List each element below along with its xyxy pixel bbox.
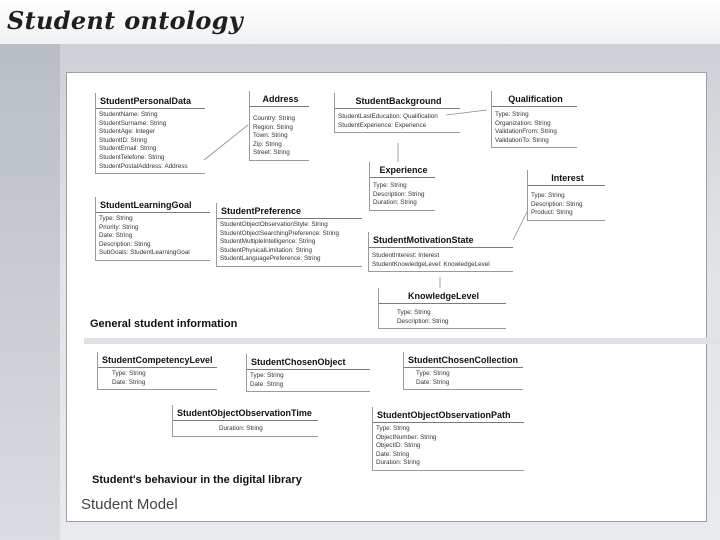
attribute: ValidationTo: String (495, 136, 549, 144)
attribute: Type: String (531, 192, 565, 199)
attribute: Type: String (397, 309, 431, 316)
class-student-object-observation-path (372, 407, 524, 471)
attribute: Description: String (99, 240, 151, 248)
attribute: Date: String (112, 378, 146, 386)
attribute: StudentPostalAddress: Address (99, 162, 188, 170)
class-qualification (491, 91, 577, 148)
class-name: Interest (528, 170, 605, 186)
model-label: Student Model (81, 496, 178, 513)
attribute: SubGoals: StudentLearningGoal (99, 249, 190, 257)
class-knowledge-level (378, 288, 506, 329)
attribute: Street: String (253, 149, 290, 157)
attribute: Organization: String (495, 119, 551, 127)
class-name: KnowledgeLevel (379, 288, 506, 304)
attribute: StudentKnowledgeLevel: KnowledgeLevel (372, 260, 490, 268)
class-student-object-observation-time (172, 405, 318, 437)
class-name: StudentLearningGoal (96, 197, 210, 213)
attribute: Type: String (373, 182, 407, 189)
attribute: Zip: String (253, 140, 282, 148)
class-name: StudentBackground (335, 93, 460, 109)
attribute: Type: String (99, 215, 133, 222)
class-name: StudentObjectObservationTime (173, 405, 318, 421)
attribute: ObjectNumber: String (376, 433, 437, 441)
attribute: Date: String (416, 378, 450, 386)
class-student-personal-data (95, 93, 205, 174)
attribute: Date: String (376, 450, 410, 458)
class-student-background (334, 93, 460, 133)
attribute: StudentTelefone: String (99, 153, 165, 161)
section-label-behaviour: Student's behaviour in the digital library (92, 474, 302, 486)
attribute: Date: String (250, 380, 284, 388)
class-name: StudentObjectObservationPath (373, 407, 524, 423)
attribute: Duration: String (373, 199, 417, 207)
section-label-general: General student information (90, 318, 238, 330)
class-student-chosen-collection (403, 352, 523, 390)
attribute: Priority: String (99, 223, 139, 231)
attribute: Type: String (376, 425, 410, 432)
class-student-preference (216, 203, 362, 267)
class-student-competency-level (97, 352, 217, 390)
class-name: StudentPreference (217, 203, 362, 219)
attribute: StudentPhysicalLimitation: String (220, 246, 313, 254)
attribute: Product: String (531, 209, 573, 217)
attribute: StudentMultipleIntelligence: String (220, 238, 316, 246)
class-name: Qualification (492, 91, 577, 107)
class-name: StudentMotivationState (369, 232, 513, 248)
attribute: Duration: String (219, 425, 263, 432)
attribute: Type: String (416, 370, 450, 377)
attribute: ObjectID: String (376, 442, 421, 450)
class-interest (527, 170, 605, 221)
attribute: Description: String (531, 200, 583, 208)
attribute: Type: String (112, 370, 146, 377)
attribute: Date: String (99, 232, 133, 240)
section-separator (84, 338, 720, 344)
class-student-motivation-state (368, 232, 513, 272)
attribute: Description: String (373, 190, 425, 198)
class-name: StudentPersonalData (96, 93, 205, 109)
attribute: Description: String (397, 317, 449, 325)
attribute: StudentID: String (99, 136, 147, 144)
attribute: ValidationFrom: String (495, 128, 557, 136)
attribute: StudentName: String (99, 111, 158, 118)
attribute: Region: String (253, 123, 293, 131)
class-experience (369, 162, 435, 211)
class-name: StudentChosenObject (247, 354, 370, 370)
attribute: Type: String (495, 111, 529, 118)
class-name: StudentCompetencyLevel (98, 352, 217, 368)
attribute: Duration: String (376, 459, 420, 467)
attribute: StudentObjectSearchingPreference: String (220, 229, 340, 237)
attribute: StudentLanguagePreference: String (220, 255, 321, 263)
slide-title: Student ontology (7, 6, 244, 35)
attribute: StudentExperience: Experience (338, 121, 427, 129)
left-decorative-bar (0, 44, 60, 540)
attribute: StudentInterest: Interest (372, 252, 440, 259)
attribute: StudentSurname: String (99, 119, 167, 127)
attribute: Town: String (253, 132, 288, 140)
attribute: StudentAge: Integer (99, 128, 156, 136)
attribute: StudentObjectObservationStyle: String (220, 221, 328, 228)
attribute: Type: String (250, 372, 284, 379)
attribute: StudentLastEducation: Qualification (338, 113, 438, 120)
attribute: StudentEmail: String (99, 145, 157, 153)
class-name: Experience (370, 162, 435, 178)
class-name: StudentChosenCollection (404, 352, 523, 368)
attribute: Country: String (253, 115, 295, 122)
class-student-chosen-object (246, 354, 370, 392)
class-student-learning-goal (95, 197, 210, 261)
class-address (249, 91, 309, 161)
class-name: Address (250, 91, 309, 107)
